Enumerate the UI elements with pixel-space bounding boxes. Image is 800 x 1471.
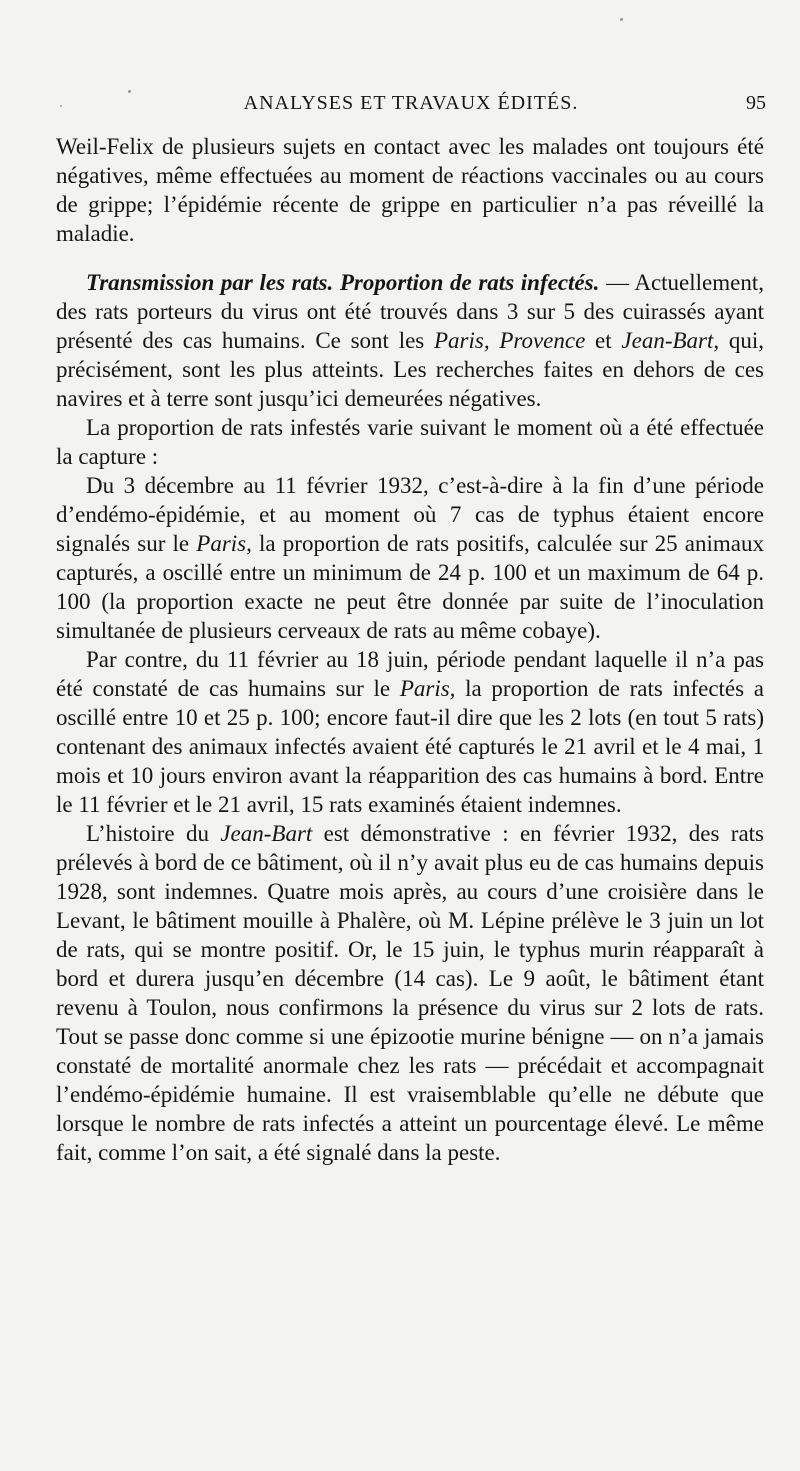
paragraph-text: et (585, 328, 622, 353)
paragraph-february-june (56, 645, 764, 819)
paragraph-proportion: La proportion de rats infestés varie suivant le moment où a été effectuée la capture : (56, 415, 764, 469)
paragraph-text: est démonstrative : en février 1932, des rats prélevés à bord de ce bâtiment, où il n’y avait plus eu de cas humains depuis 1928, sont indemnes. Quatre mois après, au cours d’une croisière dans le Levant, le bâtiment mouille à Phalère, où M. Lépine prélève le 3 juin un lot de rats, qui se montre positif. Or, le 15 juin, le typhus murin réapparaît à bord et durera jusqu’en décembre (14 cas). Le 9 août, le bâtiment étant revenu à Toulon, nous confirmons la présence du virus sur 2 lots de rats. Tout se passe donc comme si une épizootie murine bénigne — on n’a jamais constaté de mortalité anormale chez les rats — précédait et accompagnait l’endémo-épidémie humaine. Il est vraisemblable qu’elle ne débute que lorsque le nombre de rats infectés a atteint un pourcentage élevé. Le même fait, comme l’on sait, a été signalé dans la peste. (56, 821, 764, 1165)
ship-name: Jean-Bart (220, 821, 313, 846)
ship-name: Paris, Provence (433, 328, 586, 353)
paragraph-jean-bart (56, 819, 764, 1167)
paragraph-text: — Actuellement, des rats porteurs du virus ont été trouvés dans 3 sur 5 des cuirassés ayant présenté des cas humains. Ce sont les (56, 270, 764, 353)
ship-name: Jean-Bart, (621, 328, 720, 353)
paragraph-text: Par contre, du 11 février au 18 juin, période pendant laquelle il n’a pas été constaté de cas humains sur le (56, 647, 764, 701)
ink-speck (620, 18, 623, 21)
running-title: ANALYSES ET TRAVAUX ÉDITÉS. (243, 92, 579, 114)
paragraph-continuation: Weil-Felix de plusieurs sujets en contact avec les malades ont toujours été négatives, même effectuées au moment de réactions vaccinales ou au cours de grippe; l’épidémie récente de grippe en particulier n’a pas réveillé la maladie. (56, 134, 764, 246)
paragraph-december-february (56, 471, 764, 645)
paragraph-text: qui, précisément, sont les plus atteints. Les recherches faites en dehors de ces navires et à terre sont jusqu’ici demeurées négatives. (56, 328, 765, 411)
paragraph-text: la proportion de rats infectés a oscillé entre 10 et 25 p. 100; encore faut-il dire que les 2 lots (en tout 5 rats) contenant des animaux infectés avaient été capturés le 21 avril et le 4 mai, 1 mois et 10 jours environ avant la réapparition des cas humains à bord. Entre le 11 février et le 21 avril, 15 rats examinés étaient indemnes. (56, 676, 764, 817)
paragraph-text: L’histoire du (86, 821, 221, 846)
ship-name: Paris, (399, 676, 456, 701)
page-number: 95 (746, 92, 766, 114)
paragraph-text: Du 3 décembre au 11 février 1932, c’est-à-dire à la fin d’une période d’endémo-épidémie, et au moment où 7 cas de typhus étaient encore signalés sur le (56, 473, 764, 556)
running-header (56, 92, 766, 122)
ship-name: Paris, (196, 531, 252, 556)
paragraph-transmission (56, 268, 764, 413)
paragraph-text: la proportion de rats positifs, calculée sur 25 animaux capturés, a oscillé entre un minimum de 24 p. 100 et un maximum de 64 p. 100 (la proportion exacte ne peut être donnée par suite de l’inoculation simultanée de plusieurs cerveaux de rats au même cobaye). (56, 531, 764, 643)
section-run-in-heading: Transmission par les rats. Proportion de rats infectés. (86, 270, 600, 295)
body-text (56, 132, 764, 1167)
